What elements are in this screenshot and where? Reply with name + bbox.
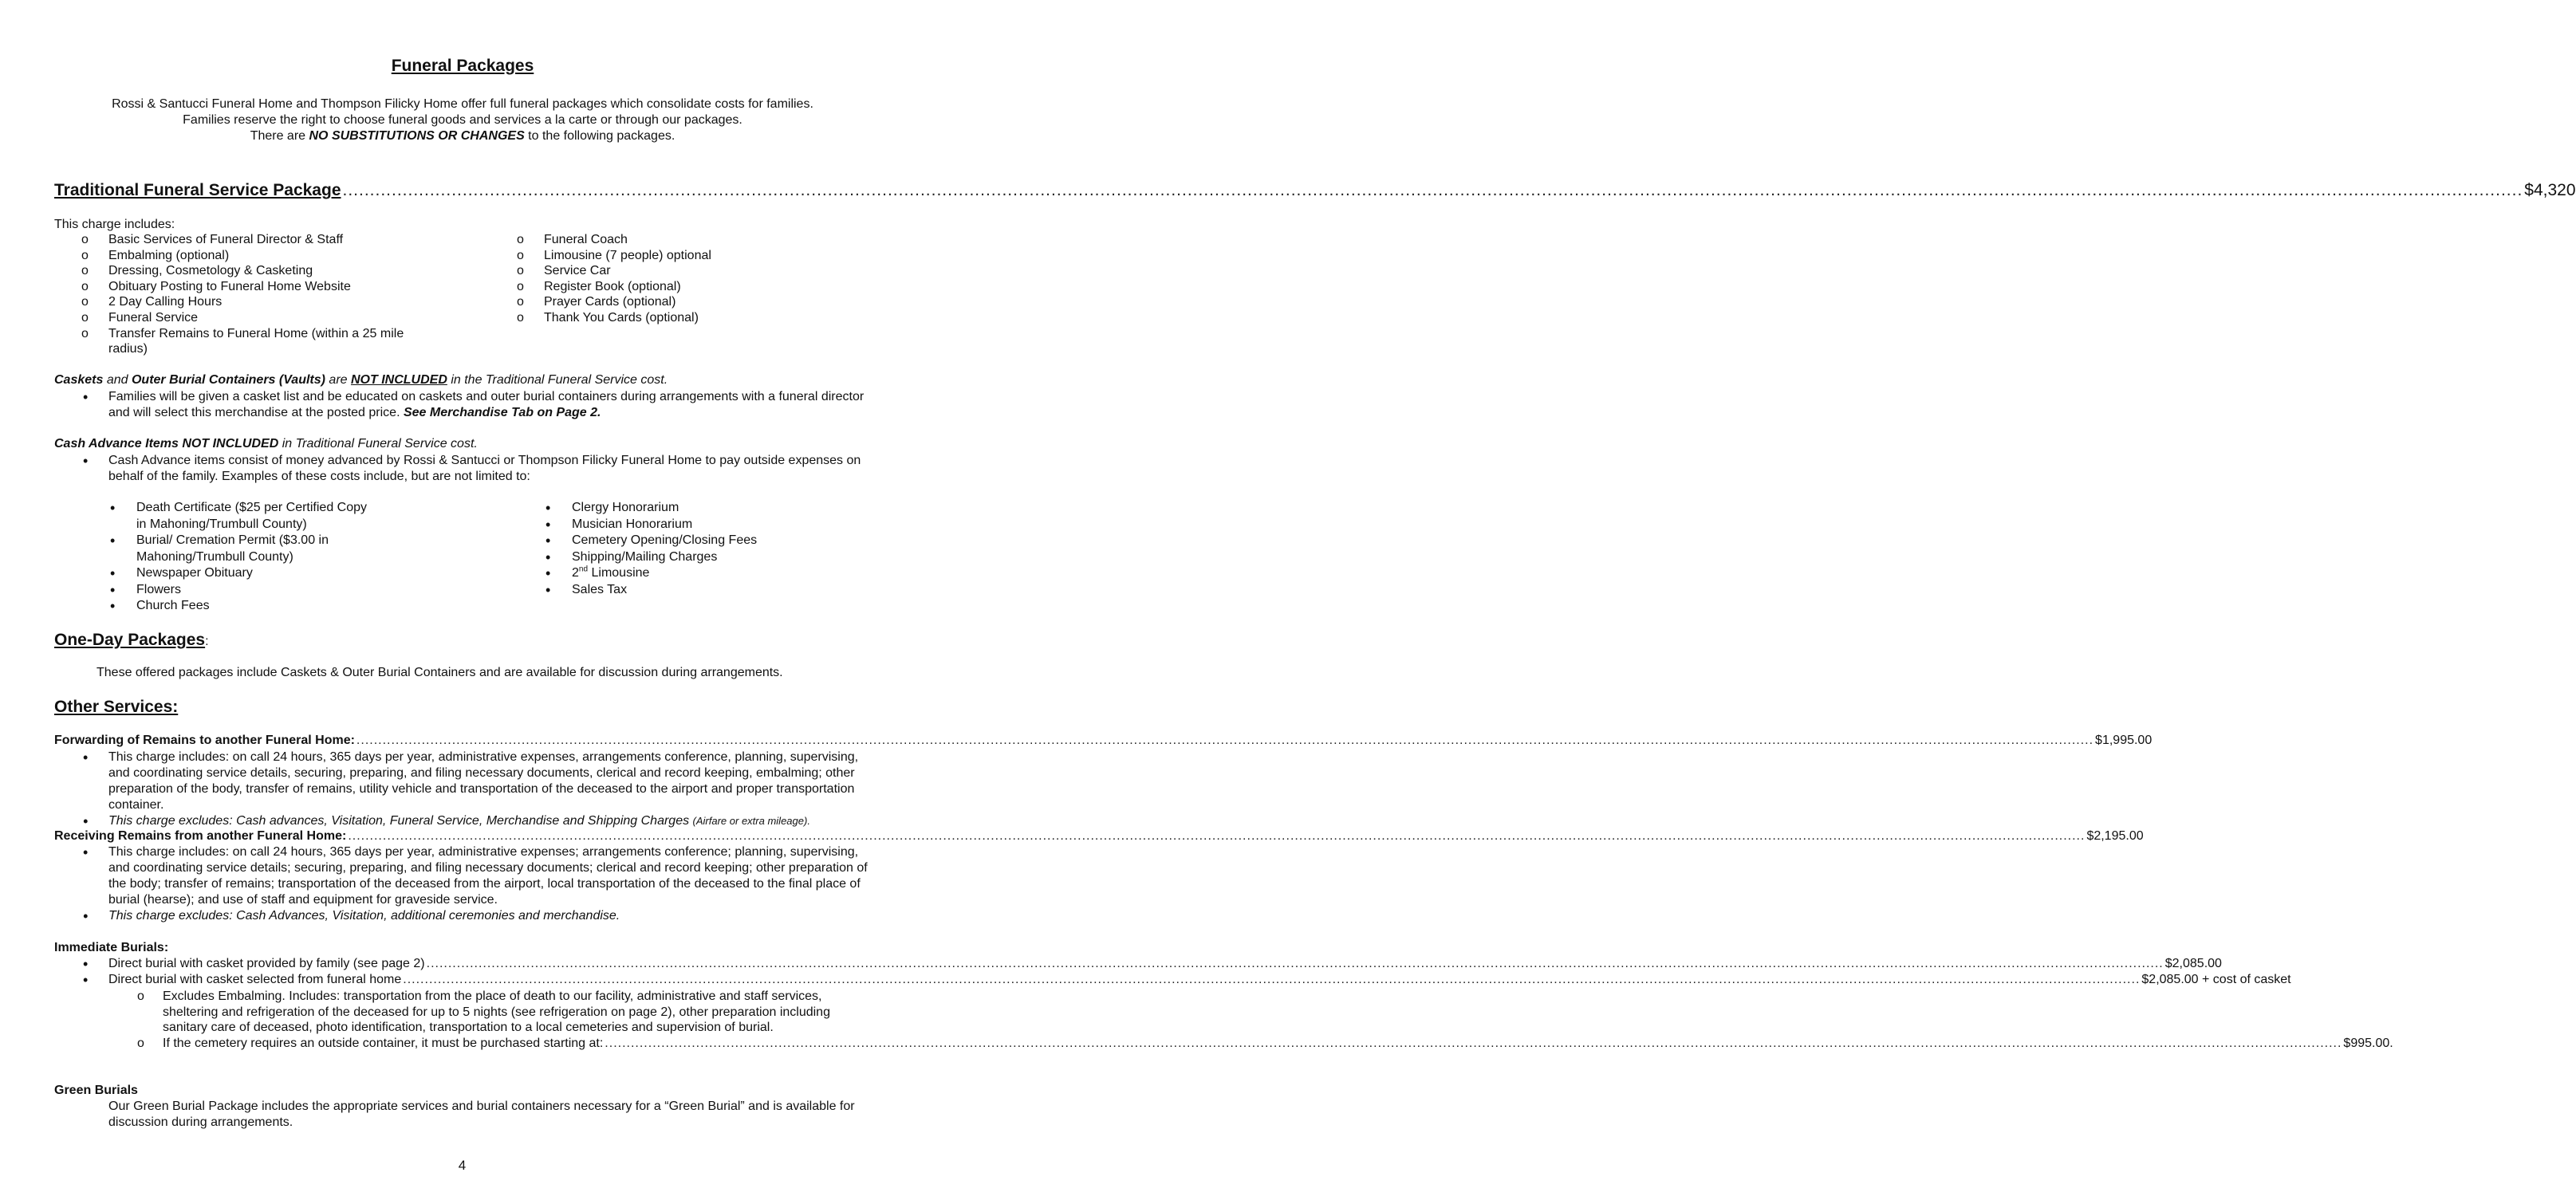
list-item: • Musician Honorarium [490, 517, 865, 533]
leader-dots: ................................................................................................................................................................................................................................................................................................................................................................................................................ [342, 181, 2523, 199]
leader-dots: ................................................................................................................................................................................................................................................................................................................................................................................................................ [426, 957, 2164, 970]
caskets-note: Caskets and Outer Burial Containers (Vaults) are NOT INCLUDED in the Traditional Funeral Service cost. [54, 373, 668, 387]
list-item: o Dressing, Cosmetology & Casketing [54, 263, 485, 279]
cash-advance-note: Cash Advance Items NOT INCLUDED in Traditional Funeral Service cost. [54, 437, 478, 450]
intro-emphasis: NO SUBSTITUTIONS OR CHANGES [309, 129, 525, 143]
one-day-text: These offered packages include Caskets & Outer Burial Containers and are available for discussion during arrangements. [97, 666, 783, 679]
traditional-package-price: $4,320 [2524, 181, 2576, 199]
leader-dots: ................................................................................................................................................................................................................................................................................................................................................................................................................ [403, 973, 2141, 986]
intro-line-3: There are NO SUBSTITUTIONS OR CHANGES to the following packages. [250, 129, 676, 143]
other-services-heading: Other Services: [54, 698, 179, 716]
list-item: o Embalming (optional) [54, 248, 485, 264]
page-title: Funeral Packages [391, 57, 534, 75]
intro-line-2: Families reserve the right to choose funeral goods and services a la carte or through our packages. [183, 113, 742, 127]
cash-advance-list-right [490, 500, 865, 598]
leader-dots: ................................................................................................................................................................................................................................................................................................................................................................................................................ [605, 1036, 2342, 1050]
traditional-includes-right [490, 232, 865, 326]
list-item: • Cemetery Opening/Closing Fees [490, 533, 865, 549]
cash-advance-bullet: • Cash Advance items consist of money advanced by Rossi & Santucci or Thompson Filicky Funeral Home to pay outside expenses on behalf of the family. Examples of these costs include, but are not limited to: [54, 453, 871, 485]
not-included-emphasis: NOT INCLUDED [350, 373, 447, 387]
one-day-heading: One-Day Packages: [54, 631, 209, 649]
forwarding-label: Forwarding of Remains to another Funeral Home: [54, 734, 355, 747]
green-burials-text: Our Green Burial Package includes the appropriate services and burial containers necessary for a “Green Burial” and is available for discussion during arrangements. [108, 1100, 855, 1129]
immediate-burials-heading: Immediate Burials: [54, 941, 169, 954]
includes-intro: This charge includes: [54, 218, 175, 231]
list-item: o Limousine (7 people) optional [490, 248, 865, 264]
list-item: • Direct burial with casket selected from funeral home ................................................................................................................................................................................................................................................................................................................................................................................................................ $2,085.00 + cost of casket [54, 972, 871, 988]
receiving-excludes: • This charge excludes: Cash Advances, Visitation, additional ceremonies and merchandise. [54, 908, 871, 924]
page-number: 4 [458, 1158, 467, 1173]
receiving-includes: • This charge includes: on call 24 hours, 365 days per year, administrative expenses; arrangements conference; planning, supervising, and coordinating service details; securing, preparing, and filing necessary documents; clerical and record keeping; other preparation of the body; transfer of remains; transportation of the deceased from the airport, local transportation of the deceased to the final place of burial (hearse); and use of staff and equipment for graveside service. [54, 844, 871, 908]
list-item: o Funeral Service [54, 310, 485, 326]
green-burials-heading: Green Burials [54, 1084, 138, 1097]
leader-dots: ................................................................................................................................................................................................................................................................................................................................................................................................................ [356, 734, 2094, 747]
traditional-includes-left [54, 232, 485, 357]
list-item: o Transfer Remains to Funeral Home (within a 25 mile radius) [54, 326, 427, 357]
cash-advance-list-left [54, 500, 437, 615]
list-item: • Flowers [54, 582, 376, 599]
receiving-label: Receiving Remains from another Funeral Home: [54, 829, 347, 843]
caskets-bullet: • Families will be given a casket list and be educated on caskets and outer burial containers during arrangements with a funeral director and will select this merchandise at the posted price. See Merchandise Tab on Page 2. [54, 389, 871, 421]
intro-text [54, 96, 871, 144]
list-item: o Register Book (optional) [490, 279, 865, 295]
receiving-row [54, 828, 2144, 844]
immediate-burials-sublist [54, 989, 2393, 1051]
merchandise-tab-reference: See Merchandise Tab on Page 2. [403, 406, 601, 419]
forwarding-details [54, 749, 871, 829]
traditional-package-label: Traditional Funeral Service Package [54, 181, 341, 199]
list-item: • Shipping/Mailing Charges [490, 549, 865, 566]
list-item: o Thank You Cards (optional) [490, 310, 865, 326]
forwarding-excludes: • This charge excludes: Cash advances, Visitation, Funeral Service, Merchandise and Shipping Charges (Airfare or extra mileage). [54, 813, 871, 829]
list-item: o Basic Services of Funeral Director & Staff [54, 232, 485, 248]
traditional-package-heading [54, 180, 2576, 201]
forwarding-includes: • This charge includes: on call 24 hours, 365 days per year, administrative expenses, arrangements conference, planning, supervising, and coordinating service details, securing, preparing, and filing necessary documents, clerical and record keeping, embalming; other preparation of the body, transfer of remains, utility vehicle and transportation of the deceased to the airport and proper transportation container. [54, 749, 871, 813]
list-item: • Direct burial with casket provided by family (see page 2) ................................................................................................................................................................................................................................................................................................................................................................................................................ $2,085.00 [54, 956, 871, 972]
forwarding-price: $1,995.00 [2095, 734, 2153, 747]
list-item: o Excludes Embalming. Includes: transportation from the place of death to our facility, administrative and staff services, sheltering and refrigeration of the deceased for up to 5 nights (see refrigeration on page 2), other preparation including sanitary care of deceased, photo identification, transportation to a local cemeteries and supervision of burial. [54, 989, 871, 1036]
forwarding-row [54, 733, 2153, 749]
list-item: • Burial/ Cremation Permit ($3.00 in Mahoning/Trumbull County) [54, 533, 376, 565]
list-item: • Clergy Honorarium [490, 500, 865, 517]
list-item: o Obituary Posting to Funeral Home Website [54, 279, 485, 295]
list-item: o Prayer Cards (optional) [490, 294, 865, 310]
receiving-details [54, 844, 871, 924]
list-item: • 2nd Limousine [490, 565, 865, 582]
intro-line-1: Rossi & Santucci Funeral Home and Thompson Filicky Home offer full funeral packages which consolidate costs for families. [112, 97, 813, 111]
list-item: • Newspaper Obituary [54, 565, 376, 582]
list-item: • Death Certificate ($25 per Certified Copy in Mahoning/Trumbull County) [54, 500, 376, 533]
list-item: o Service Car [490, 263, 865, 279]
immediate-burials-list [54, 956, 2291, 988]
list-item: o Funeral Coach [490, 232, 865, 248]
leader-dots: ................................................................................................................................................................................................................................................................................................................................................................................................................ [348, 829, 2086, 843]
receiving-price: $2,195.00 [2086, 829, 2144, 843]
list-item: o 2 Day Calling Hours [54, 294, 485, 310]
list-item: • Sales Tax [490, 582, 865, 599]
list-item: • Church Fees [54, 598, 376, 615]
list-item: o If the cemetery requires an outside container, it must be purchased starting at: ................................................................................................................................................................................................................................................................................................................................................................................................................ $995.00. [54, 1036, 871, 1052]
